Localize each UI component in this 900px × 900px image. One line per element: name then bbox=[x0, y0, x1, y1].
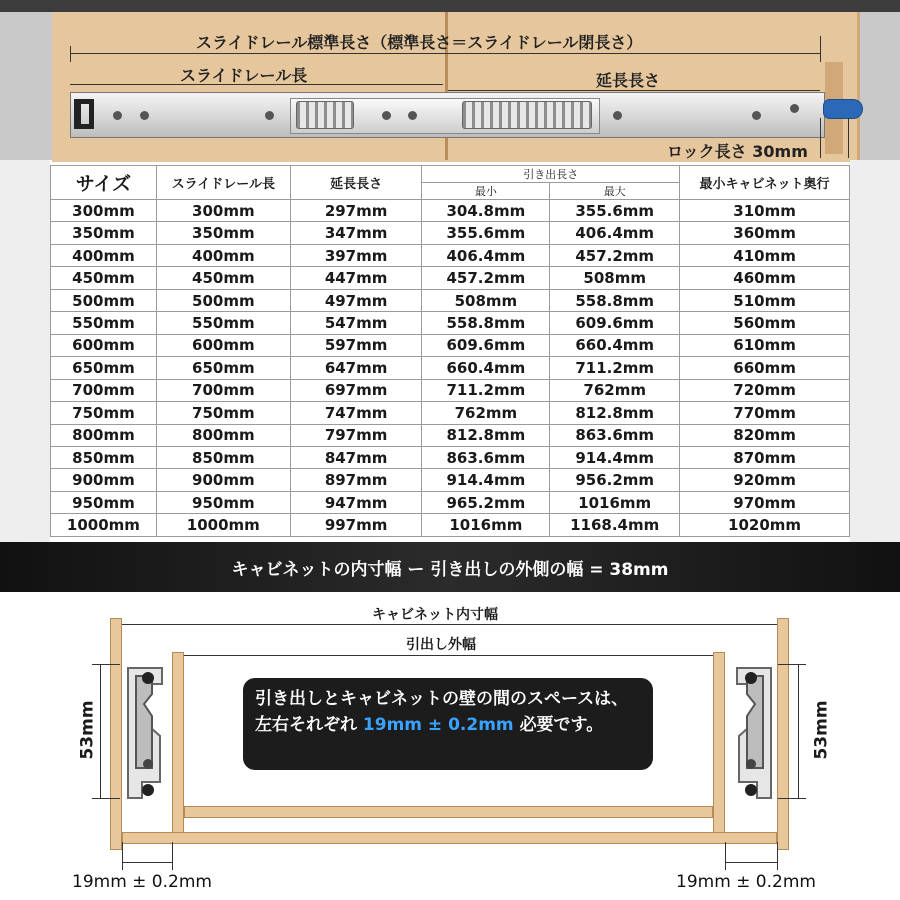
table-row bbox=[51, 379, 850, 401]
table-cell: 1016mm bbox=[422, 514, 550, 537]
table-cell: 660.4mm bbox=[422, 357, 550, 379]
drawer-bottom-panel bbox=[184, 806, 713, 818]
table-cell: 300mm bbox=[156, 200, 290, 222]
table-cell: 762mm bbox=[422, 402, 550, 424]
mount-hole-icon bbox=[140, 111, 149, 120]
table-cell: 550mm bbox=[51, 312, 157, 334]
table-cell: 500mm bbox=[156, 289, 290, 311]
table-cell: 400mm bbox=[156, 244, 290, 266]
table-cell: 547mm bbox=[290, 312, 422, 334]
table-cell: 600mm bbox=[51, 334, 157, 356]
lock-lever-icon bbox=[823, 99, 863, 119]
table-cell: 711.2mm bbox=[422, 379, 550, 401]
table-cell: 647mm bbox=[290, 357, 422, 379]
table-cell: 600mm bbox=[156, 334, 290, 356]
table-cell: 914.4mm bbox=[422, 469, 550, 491]
table-cell: 863.6mm bbox=[550, 424, 680, 446]
gap-dimension-tick bbox=[122, 842, 123, 870]
table-cell: 762mm bbox=[550, 379, 680, 401]
table-cell: 800mm bbox=[51, 424, 157, 446]
table-cell: 1020mm bbox=[680, 514, 850, 537]
height-dimension-tick bbox=[92, 664, 120, 665]
table-cell: 660.4mm bbox=[550, 334, 680, 356]
table-side-margin bbox=[0, 160, 50, 542]
header-size: サイズ bbox=[51, 166, 157, 200]
spec-table-container bbox=[50, 165, 850, 537]
table-cell: 950mm bbox=[156, 491, 290, 513]
table-side-margin bbox=[850, 160, 900, 542]
table-cell: 970mm bbox=[680, 491, 850, 513]
table-row bbox=[51, 446, 850, 468]
table-row bbox=[51, 357, 850, 379]
right-gap-dimension-line bbox=[725, 862, 777, 863]
table-cell: 457.2mm bbox=[550, 244, 680, 266]
table-cell: 914.4mm bbox=[550, 446, 680, 468]
cabinet-right-wall bbox=[777, 618, 789, 850]
table-row bbox=[51, 424, 850, 446]
formula-banner-text: キャビネットの内寸幅 ー 引き出しの外側の幅 = 38mm bbox=[231, 559, 669, 580]
table-cell: 997mm bbox=[290, 514, 422, 537]
table-row bbox=[51, 469, 850, 491]
left-rail-cross-section-icon bbox=[122, 664, 172, 802]
table-cell: 650mm bbox=[156, 357, 290, 379]
table-cell: 609.6mm bbox=[422, 334, 550, 356]
table-cell: 812.8mm bbox=[550, 402, 680, 424]
table-cell: 965.2mm bbox=[422, 491, 550, 513]
dimension-tick bbox=[848, 118, 849, 158]
table-cell: 500mm bbox=[51, 289, 157, 311]
table-cell: 550mm bbox=[156, 312, 290, 334]
table-cell: 460mm bbox=[680, 267, 850, 289]
table-cell: 300mm bbox=[51, 200, 157, 222]
height-dimension-tick bbox=[92, 798, 120, 799]
height-dimension-tick bbox=[778, 664, 806, 665]
table-cell: 950mm bbox=[51, 491, 157, 513]
ball-bearing-block bbox=[462, 101, 592, 129]
callout-text-part2: 必要です。 bbox=[519, 715, 604, 735]
table-cell: 360mm bbox=[680, 222, 850, 244]
callout-text bbox=[255, 686, 641, 738]
table-cell: 297mm bbox=[290, 200, 422, 222]
table-cell: 900mm bbox=[51, 469, 157, 491]
ball-bearing-block bbox=[296, 101, 354, 129]
table-row bbox=[51, 244, 850, 266]
height-dimension-tick bbox=[778, 798, 806, 799]
cabinet-width-dimension-line bbox=[122, 624, 777, 625]
standard-length-dimension-line bbox=[70, 53, 820, 54]
left-gap-label: 19mm ± 0.2mm bbox=[72, 872, 212, 892]
drawer-left-side bbox=[172, 652, 184, 842]
table-cell: 597mm bbox=[290, 334, 422, 356]
cabinet-bottom-panel bbox=[122, 832, 777, 844]
table-row bbox=[51, 312, 850, 334]
header-extension: 延長長さ bbox=[290, 166, 422, 200]
table-cell: 1000mm bbox=[51, 514, 157, 537]
mount-hole-icon bbox=[790, 104, 799, 113]
table-cell: 850mm bbox=[156, 446, 290, 468]
cabinet-inner-width-label: キャビネット内寸幅 bbox=[372, 607, 498, 623]
table-cell: 609.6mm bbox=[550, 312, 680, 334]
rail-mount-bracket bbox=[74, 99, 94, 129]
table-cell: 947mm bbox=[290, 491, 422, 513]
table-cell: 406.4mm bbox=[422, 244, 550, 266]
table-cell: 355.6mm bbox=[422, 222, 550, 244]
table-row bbox=[51, 222, 850, 244]
rail-length-label: スライドレール長 bbox=[180, 66, 308, 85]
table-cell: 660mm bbox=[680, 357, 850, 379]
table-cell: 560mm bbox=[680, 312, 850, 334]
table-row bbox=[51, 514, 850, 537]
drawer-right-side bbox=[713, 652, 725, 842]
dimension-tick bbox=[820, 118, 821, 158]
cabinet-left-wall bbox=[110, 618, 122, 850]
spec-table bbox=[50, 165, 850, 537]
gap-dimension-tick bbox=[172, 842, 173, 870]
table-cell: 400mm bbox=[51, 244, 157, 266]
table-cell: 304.8mm bbox=[422, 200, 550, 222]
table-cell: 711.2mm bbox=[550, 357, 680, 379]
table-cell: 397mm bbox=[290, 244, 422, 266]
callout-text-part1: 引き出しとキャビネットの壁の間のスペースは、左右それぞれ bbox=[255, 689, 629, 735]
table-cell: 406.4mm bbox=[550, 222, 680, 244]
table-cell: 450mm bbox=[51, 267, 157, 289]
table-cell: 558.8mm bbox=[550, 289, 680, 311]
extension-label: 延長長さ bbox=[596, 71, 661, 90]
right-gap-label: 19mm ± 0.2mm bbox=[676, 872, 816, 892]
formula-banner bbox=[0, 542, 900, 592]
left-height-label: 53mm bbox=[77, 700, 98, 760]
table-row bbox=[51, 334, 850, 356]
table-cell: 870mm bbox=[680, 446, 850, 468]
mount-hole-icon bbox=[382, 111, 391, 120]
right-height-label: 53mm bbox=[811, 700, 832, 760]
left-height-dimension-line bbox=[100, 664, 101, 798]
table-cell: 812.8mm bbox=[422, 424, 550, 446]
drawer-width-dimension-line bbox=[184, 655, 713, 656]
table-cell: 410mm bbox=[680, 244, 850, 266]
table-cell: 447mm bbox=[290, 267, 422, 289]
table-cell: 450mm bbox=[156, 267, 290, 289]
table-cell: 1168.4mm bbox=[550, 514, 680, 537]
table-row bbox=[51, 289, 850, 311]
table-cell: 350mm bbox=[156, 222, 290, 244]
table-cell: 897mm bbox=[290, 469, 422, 491]
table-cell: 350mm bbox=[51, 222, 157, 244]
standard-length-label: スライドレール標準長さ（標準長さ＝スライドレール閉長さ） bbox=[196, 33, 643, 52]
right-height-dimension-line bbox=[798, 664, 799, 798]
header-pullout-max: 最大 bbox=[550, 183, 680, 200]
mount-hole-icon bbox=[752, 111, 761, 120]
table-row bbox=[51, 402, 850, 424]
table-cell: 750mm bbox=[51, 402, 157, 424]
table-cell: 1016mm bbox=[550, 491, 680, 513]
table-cell: 770mm bbox=[680, 402, 850, 424]
table-cell: 1000mm bbox=[156, 514, 290, 537]
table-row bbox=[51, 267, 850, 289]
mount-hole-icon bbox=[408, 111, 417, 120]
dimension-tick bbox=[820, 36, 821, 62]
table-cell: 697mm bbox=[290, 379, 422, 401]
table-row bbox=[51, 491, 850, 513]
table-cell: 497mm bbox=[290, 289, 422, 311]
table-cell: 558.8mm bbox=[422, 312, 550, 334]
lock-length-label: ロック長さ 30mm bbox=[667, 142, 808, 161]
dimension-tick bbox=[70, 46, 71, 62]
table-cell: 747mm bbox=[290, 402, 422, 424]
callout-highlight: 19mm ± 0.2mm bbox=[362, 715, 514, 735]
table-cell: 750mm bbox=[156, 402, 290, 424]
table-cell: 700mm bbox=[156, 379, 290, 401]
table-cell: 820mm bbox=[680, 424, 850, 446]
table-cell: 863.6mm bbox=[422, 446, 550, 468]
table-cell: 797mm bbox=[290, 424, 422, 446]
top-dark-strip bbox=[0, 0, 900, 12]
header-rail-length: スライドレール長 bbox=[156, 166, 290, 200]
header-pullout-min: 最小 bbox=[422, 183, 550, 200]
table-cell: 800mm bbox=[156, 424, 290, 446]
table-cell: 457.2mm bbox=[422, 267, 550, 289]
table-cell: 508mm bbox=[422, 289, 550, 311]
drawer-outer-width-label: 引出し外幅 bbox=[406, 637, 476, 653]
table-cell: 850mm bbox=[51, 446, 157, 468]
table-cell: 310mm bbox=[680, 200, 850, 222]
table-cell: 508mm bbox=[550, 267, 680, 289]
mount-hole-icon bbox=[113, 111, 122, 120]
header-pullout: 引き出長さ bbox=[422, 166, 680, 183]
table-row bbox=[51, 200, 850, 222]
table-cell: 720mm bbox=[680, 379, 850, 401]
left-gap-dimension-line bbox=[122, 862, 172, 863]
table-cell: 355.6mm bbox=[550, 200, 680, 222]
spec-table-body bbox=[51, 200, 850, 537]
table-cell: 610mm bbox=[680, 334, 850, 356]
mount-hole-icon bbox=[613, 111, 622, 120]
table-cell: 347mm bbox=[290, 222, 422, 244]
table-cell: 900mm bbox=[156, 469, 290, 491]
table-cell: 510mm bbox=[680, 289, 850, 311]
table-cell: 847mm bbox=[290, 446, 422, 468]
table-cell: 700mm bbox=[51, 379, 157, 401]
gap-requirement-callout bbox=[243, 678, 653, 770]
header-min-cabinet-depth: 最小キャビネット奥行 bbox=[680, 166, 850, 200]
right-rail-cross-section-icon bbox=[727, 664, 777, 802]
gap-dimension-tick bbox=[725, 842, 726, 870]
table-cell: 650mm bbox=[51, 357, 157, 379]
mount-hole-icon bbox=[265, 111, 274, 120]
table-cell: 920mm bbox=[680, 469, 850, 491]
table-cell: 956.2mm bbox=[550, 469, 680, 491]
gap-dimension-tick bbox=[777, 842, 778, 870]
